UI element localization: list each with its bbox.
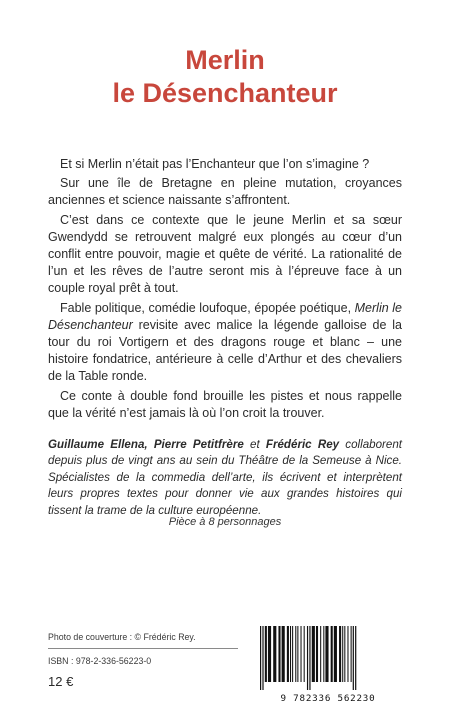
blurb-p4-end: revisite avec malice la légende galloise de la tour du roi Vortigern et des dragons rouge et blanc – une histoire fondatrice, antérieure à celle d’Arthur et des chevaliers de la Table ronde. xyxy=(48,317,402,384)
barcode-bar xyxy=(297,626,298,682)
barcode-bar xyxy=(347,626,348,682)
barcode-bar xyxy=(268,626,271,682)
barcode-bar xyxy=(312,626,315,682)
blurb-paragraph-5: Ce conte à double fond brouille les pistes et nous rappelle que la vérité n’est jamais là où l’on croit la trouver. xyxy=(48,388,402,420)
author-name-2: Pierre Petitfrère xyxy=(153,438,244,451)
barcode-bar xyxy=(325,626,328,682)
author-name-3: Frédéric Rey xyxy=(265,438,340,451)
barcode-bar xyxy=(301,626,302,682)
barcode-bar xyxy=(273,626,276,682)
barcode-bar xyxy=(334,626,337,682)
author-bio xyxy=(48,437,402,519)
author-and: et xyxy=(250,438,260,451)
barcode-bar xyxy=(309,626,310,690)
blurb-paragraph-1: Et si Merlin n’était pas l’Enchanteur que l’on s’imagine ? xyxy=(60,157,370,171)
barcode-bar xyxy=(260,626,261,690)
title-line-2: le Désenchanteur xyxy=(112,78,338,108)
barcode-bar xyxy=(292,626,293,682)
barcode-bar xyxy=(320,626,321,682)
blurb xyxy=(48,156,402,422)
blurb-p4-start: Fable politique, comédie loufoque, épopée poétique, xyxy=(60,300,352,315)
barcode-bar xyxy=(339,626,341,682)
barcode-bar xyxy=(331,626,333,682)
barcode-bar xyxy=(290,626,291,682)
author-bio-text: collaborent depuis plus de vingt ans au sein du Théâtre de la Semeuse à Nice. Spécialistes de la commedia dell’arte, ils écrivent et interprètent leurs propres textes pour donner vie aux grandes histoires qui tissent la trame de la culture européenne. xyxy=(48,438,403,517)
barcode-bar xyxy=(282,626,285,682)
isbn: ISBN : 978-2-336-56223-0 xyxy=(48,656,152,666)
barcode-bar xyxy=(344,626,345,682)
barcode-bar xyxy=(265,626,267,682)
barcode-bar xyxy=(287,626,289,682)
photo-credit: Photo de couverture : © Frédéric Rey. xyxy=(48,632,196,642)
barcode-digits: 9 782336 562230 xyxy=(280,693,376,704)
barcode xyxy=(250,624,406,704)
blurb-p4-book-title: Merlin le Désenchanteur xyxy=(48,300,402,332)
barcode-bar xyxy=(342,626,343,682)
author-name-1: Guillaume Ellena, xyxy=(48,438,148,451)
barcode-bar xyxy=(351,626,352,682)
barcode-bar xyxy=(323,626,324,682)
barcode-bar xyxy=(307,626,308,690)
blurb-paragraph-3: C’est dans ce contexte que le jeune Merlin et sa sœur Gwendydd se retrouvent malgré eux plongés au cœur d’un conflit entre pouvoir, magie et quête de vérité. La rationalité de l’un et les rêves de l’autre seront mis à l’épreuve face à un couple royal prêt à tout. xyxy=(48,212,402,296)
book-title xyxy=(0,44,450,110)
barcode-bar xyxy=(295,626,296,682)
barcode-bar xyxy=(262,626,263,690)
title-line-1: Merlin xyxy=(185,45,265,75)
barcode-bar xyxy=(316,626,318,682)
price: 12 € xyxy=(48,674,74,689)
barcode-bars xyxy=(250,624,406,692)
cast-size-note: Pièce à 8 personnages xyxy=(168,516,282,528)
barcode-bar xyxy=(278,626,280,682)
barcode-bar xyxy=(304,626,305,682)
blurb-paragraph-2: Sur une île de Bretagne en pleine mutation, croyances anciennes et science naissante s’affrontent. xyxy=(48,176,402,208)
divider xyxy=(48,648,238,649)
blurb-paragraph-4 xyxy=(48,300,402,386)
barcode-bar xyxy=(355,626,356,690)
barcode-bar xyxy=(353,626,354,690)
